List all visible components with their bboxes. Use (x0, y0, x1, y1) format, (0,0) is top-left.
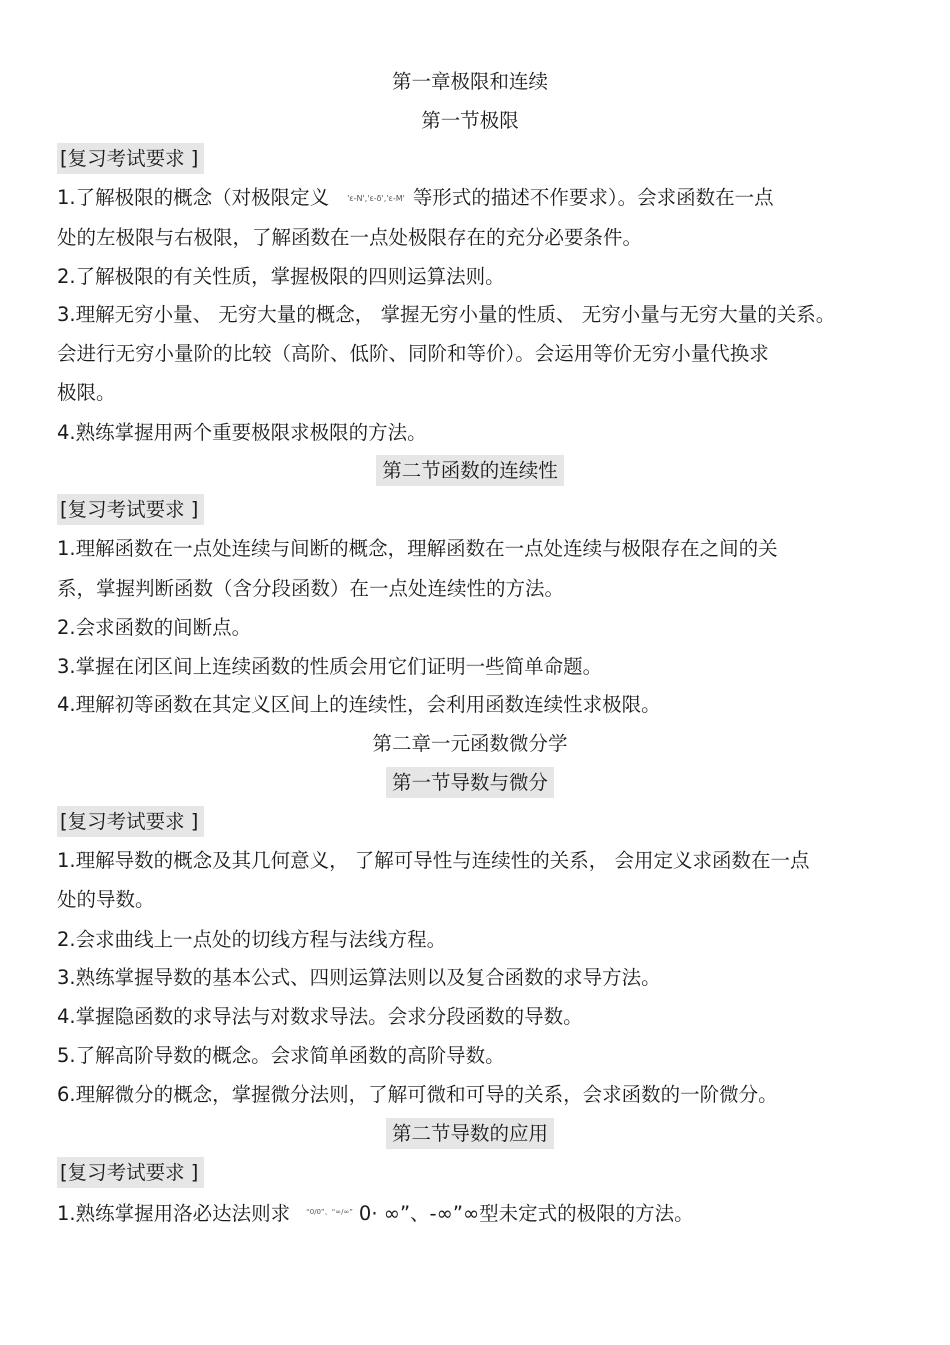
ch2-sec1-item-3: 3.熟练掌握导数的基本公式、四则运算法则以及复合函数的求导方法。 (57, 966, 661, 989)
ch1-sec2-item-2: 2.会求函数的间断点。 (57, 616, 252, 639)
ch1-sec1-item-1: 1.了解极限的概念（对极限定义 'ε-N','ε-δ','ε-M' 等形式的描述不作要求）。会求函数在一点 (57, 186, 774, 209)
ch2-sec2-requirements-heading: [复习考试要求 ] (57, 1157, 204, 1188)
ch1-sec1-item-1-cont: 处的左极限与右极限，了解函数在一点处极限存在的充分必要条件。 (57, 226, 643, 249)
ch1-sec2-item-4: 4.理解初等函数在其定义区间上的连续性，会利用函数连续性求极限。 (57, 693, 661, 716)
ch2-sec1-item-6: 6.理解微分的概念，掌握微分法则，了解可微和可导的关系，会求函数的一阶微分。 (57, 1083, 778, 1106)
ch2-section-2-title: 第二节导数的应用 (386, 1118, 554, 1149)
ch2-sec1-item-1-cont: 处的导数。 (57, 888, 155, 911)
ch1-section-2-title: 第二节函数的连续性 (376, 455, 564, 486)
limit-definition-notation: 'ε-N','ε-δ','ε-M' (347, 193, 405, 203)
ch1-sec2-item-1-cont: 系，掌握判断函数（含分段函数）在一点处连续性的方法。 (57, 577, 565, 600)
ch1-sec1-item-3: 3.理解无穷小量、 无穷大量的概念， 掌握无穷小量的性质、 无穷小量与无穷大量的关系。 (57, 303, 836, 326)
ch1-sec1-item-2: 2.了解极限的有关性质，掌握极限的四则运算法则。 (57, 265, 505, 288)
ch1-sec1-item-4: 4.熟练掌握用两个重要极限求极限的方法。 (57, 421, 427, 444)
ch2-sec1-item-5: 5.了解高阶导数的概念。会求简单函数的高阶导数。 (57, 1044, 505, 1067)
chapter-2-title: 第二章一元函数微分学 (372, 732, 568, 755)
ch2-sec1-item-1: 1.理解导数的概念及其几何意义， 了解可导性与连续性的关系， 会用定义求函数在一点 (57, 849, 810, 872)
ch1-section-1-title: 第一节极限 (421, 109, 519, 132)
ch1-sec1-requirements-heading: [复习考试要求 ] (57, 143, 204, 174)
ch2-sec1-item-4: 4.掌握隐函数的求导法与对数求导法。会求分段函数的导数。 (57, 1005, 583, 1028)
ch2-sec1-requirements-heading: [复习考试要求 ] (57, 806, 204, 837)
ch1-sec1-item-3-cont2: 极限。 (57, 381, 116, 404)
ch1-sec2-requirements-heading: [复习考试要求 ] (57, 494, 204, 525)
indeterminate-forms-notation: “0/0”、“∞/∞” (306, 1208, 353, 1216)
ch2-sec2-item-1: 1.熟练掌握用洛必达法则求 $^{“0/0”、“\infty/\infty”}$ 0· ∞”、-∞”∞型未定式的极限的方法。 (57, 1202, 694, 1225)
ch2-section-1-title: 第一节导数与微分 (386, 767, 554, 798)
chapter-1-title: 第一章极限和连续 (391, 70, 548, 93)
ch1-sec1-item-3-cont: 会进行无穷小量阶的比较（高阶、低阶、同阶和等价）。会运用等价无穷小量代换求 (57, 342, 769, 365)
ch2-sec1-item-2: 2.会求曲线上一点处的切线方程与法线方程。 (57, 928, 447, 951)
ch1-sec2-item-3: 3.掌握在闭区间上连续函数的性质会用它们证明一些简单命题。 (57, 655, 603, 678)
ch1-sec2-item-1: 1.理解函数在一点处连续与间断的概念，理解函数在一点处连续与极限存在之间的关 (57, 537, 778, 560)
